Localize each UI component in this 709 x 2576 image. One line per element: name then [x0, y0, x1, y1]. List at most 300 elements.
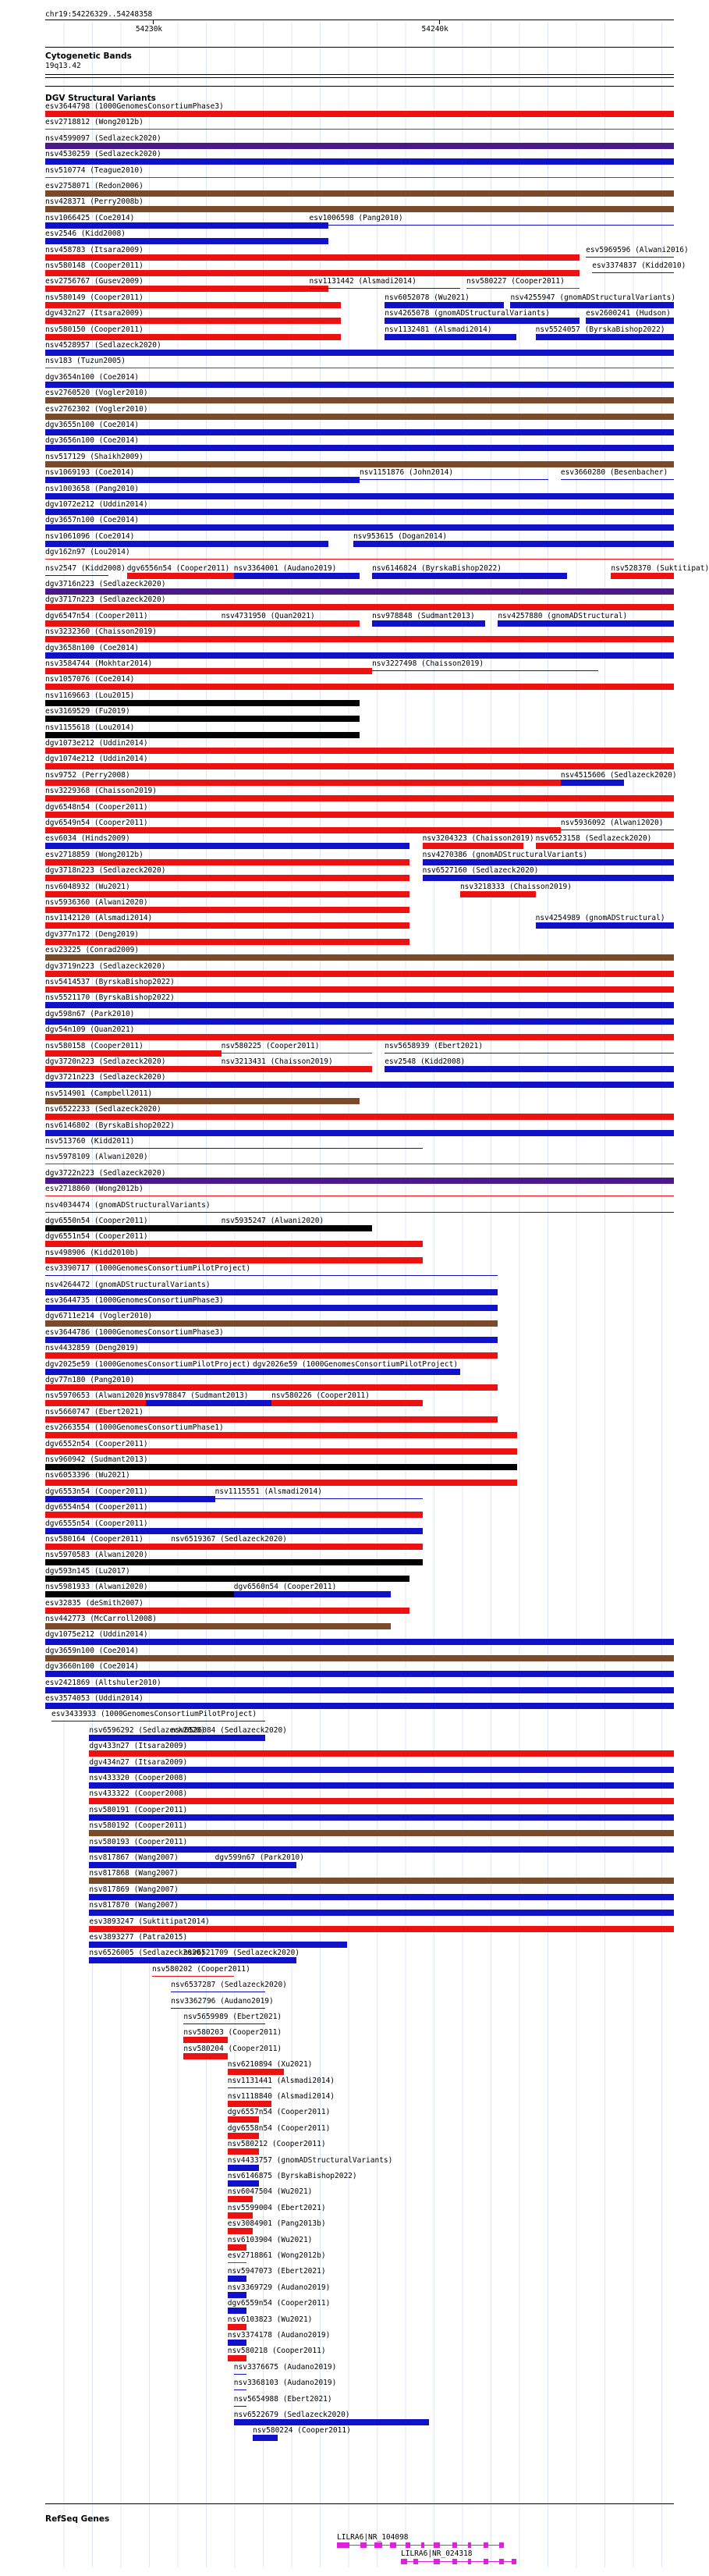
variant-label[interactable]: esv2546 (Kidd2008): [45, 229, 126, 239]
variant-label[interactable]: nsv1069193 (Coe2014): [45, 468, 135, 478]
variant-bar[interactable]: [586, 318, 674, 324]
variant-bar[interactable]: [45, 254, 580, 261]
variant-label[interactable]: dgv593n145 (Lu2017): [45, 1566, 130, 1576]
variant-label[interactable]: nsv580204 (Cooper2011): [183, 2044, 282, 2053]
variant-label[interactable]: esv2756767 (Gusev2009): [45, 277, 144, 286]
variant-bar[interactable]: [45, 143, 674, 149]
variant-bar[interactable]: [45, 461, 674, 467]
variant-label[interactable]: nsv1115551 (Alsmadi2014): [214, 1487, 322, 1496]
variant-label[interactable]: nsv5521170 (ByrskaBishop2022): [45, 993, 175, 1003]
variant-label[interactable]: nsv817868 (Wang2007): [89, 1869, 179, 1878]
variant-label[interactable]: nsv6522679 (Sedlazeck2020): [233, 2411, 350, 2419]
variant-label[interactable]: nsv4515606 (Sedlazeck2020): [560, 770, 677, 780]
variant-bar[interactable]: [171, 1544, 422, 1550]
variant-bar[interactable]: [89, 1735, 171, 1741]
variant-bar[interactable]: [45, 604, 674, 610]
variant-bar[interactable]: [45, 891, 409, 897]
variant-label[interactable]: esv3084901 (Pang2013b): [227, 2219, 326, 2229]
variant-bar[interactable]: [228, 2355, 246, 2361]
variant-bar[interactable]: [385, 318, 580, 324]
variant-bar[interactable]: [45, 158, 674, 165]
variant-bar[interactable]: [310, 288, 460, 289]
variant-label[interactable]: esv3644735 (1000GenomesConsortiumPhase3): [45, 1296, 224, 1305]
variant-bar[interactable]: [228, 2133, 259, 2139]
variant-label[interactable]: esv2421869 (Altshuler2010): [45, 1678, 161, 1687]
variant-bar[interactable]: [45, 1703, 674, 1709]
variant-label[interactable]: nsv580226 (Cooper2011): [271, 1391, 370, 1401]
variant-label[interactable]: nsv580203 (Cooper2011): [183, 2028, 282, 2038]
variant-bar[interactable]: [45, 1432, 517, 1438]
variant-bar[interactable]: [45, 795, 674, 801]
variant-label[interactable]: dgv6560n54 (Cooper2011): [233, 1583, 337, 1592]
variant-bar[interactable]: [228, 2262, 246, 2263]
variant-label[interactable]: dgv3716n223 (Sedlazeck2020): [45, 580, 166, 588]
variant-bar[interactable]: [45, 1416, 498, 1423]
variant-bar[interactable]: [228, 2180, 259, 2187]
variant-label[interactable]: nsv4270386 (gnomADStructuralVariants): [422, 850, 588, 859]
variant-bar[interactable]: [45, 1225, 222, 1231]
variant-bar[interactable]: [45, 971, 674, 977]
variant-bar[interactable]: [45, 748, 674, 754]
variant-bar[interactable]: [45, 270, 580, 276]
variant-bar[interactable]: [353, 541, 674, 547]
variant-label[interactable]: nsv6053396 (Wu2021): [45, 1471, 130, 1480]
variant-label[interactable]: nsv2547 (Kidd2008): [45, 563, 126, 573]
variant-label[interactable]: esv2758071 (Redon2006): [45, 182, 144, 190]
variant-label[interactable]: dgv6556n54 (Cooper2011): [126, 563, 230, 573]
variant-label[interactable]: nsv4254989 (gnomADStructural): [535, 914, 665, 923]
variant-label[interactable]: nsv510774 (Teague2010): [45, 165, 144, 175]
variant-bar[interactable]: [45, 954, 674, 961]
variant-bar[interactable]: [89, 1942, 346, 1948]
variant-label[interactable]: nsv5414537 (ByrskaBishop2022): [45, 978, 175, 986]
variant-label[interactable]: nsv3204323 (Chaisson2019): [422, 834, 534, 844]
variant-bar[interactable]: [45, 1275, 498, 1276]
variant-label[interactable]: nsv433322 (Cooper2008): [89, 1789, 188, 1799]
variant-label[interactable]: dgv54n109 (Quan2021): [45, 1025, 135, 1035]
variant-bar[interactable]: [45, 1623, 391, 1629]
variant-bar[interactable]: [45, 1576, 409, 1582]
variant-bar[interactable]: [45, 177, 674, 178]
variant-bar[interactable]: [536, 334, 674, 340]
variant-bar[interactable]: [45, 1496, 215, 1502]
variant-label[interactable]: esv3893247 (Suktitipat2014): [89, 1917, 210, 1926]
variant-bar[interactable]: [45, 1352, 498, 1359]
variant-label[interactable]: dgv162n97 (Lou2014): [45, 548, 130, 557]
variant-bar[interactable]: [45, 414, 674, 420]
variant-bar[interactable]: [234, 2389, 246, 2390]
variant-label[interactable]: nsv513760 (Kidd2011): [45, 1137, 135, 1146]
variant-bar[interactable]: [45, 1018, 674, 1025]
variant-label[interactable]: nsv442773 (McCarroll2008): [45, 1615, 157, 1623]
variant-bar[interactable]: [89, 1894, 674, 1900]
variant-label[interactable]: nsv6596292 (Sedlazeck2020): [89, 1725, 206, 1735]
variant-label[interactable]: esv2718860 (Wong2012b): [45, 1185, 144, 1194]
variant-bar[interactable]: [45, 1639, 674, 1645]
variant-bar[interactable]: [510, 302, 674, 308]
variant-label[interactable]: nsv6537287 (Sedlazeck2020): [171, 1981, 287, 1990]
variant-bar[interactable]: [372, 670, 598, 671]
variant-label[interactable]: nsv5935247 (Alwani2020): [221, 1217, 324, 1225]
variant-bar[interactable]: [45, 286, 328, 292]
variant-bar[interactable]: [228, 2340, 246, 2346]
variant-bar[interactable]: [45, 477, 360, 483]
variant-label[interactable]: nsv6048932 (Wu2021): [45, 882, 130, 891]
variant-label[interactable]: dgv77n180 (Pang2010): [45, 1376, 135, 1384]
variant-label[interactable]: nsv3584744 (Mokhtar2014): [45, 659, 153, 668]
variant-label[interactable]: dgv3660n100 (Coe2014): [45, 1662, 140, 1672]
variant-bar[interactable]: [183, 1957, 296, 1963]
variant-bar[interactable]: [45, 1655, 674, 1661]
variant-bar[interactable]: [215, 1498, 423, 1499]
variant-label[interactable]: esv23225 (Conrad2009): [45, 946, 140, 955]
variant-bar[interactable]: [45, 190, 674, 197]
variant-bar[interactable]: [45, 684, 674, 690]
variant-bar[interactable]: [561, 479, 674, 480]
variant-bar[interactable]: [45, 1050, 222, 1057]
variant-bar[interactable]: [45, 827, 561, 833]
variant-label[interactable]: nsv6526084 (Sedlazeck2020): [171, 1725, 287, 1735]
variant-bar[interactable]: [586, 257, 674, 258]
variant-label[interactable]: nsv517129 (Shaikh2009): [45, 452, 144, 461]
variant-label[interactable]: esv2760520 (Vogler2010): [45, 389, 148, 398]
variant-bar[interactable]: [45, 559, 674, 560]
variant-bar[interactable]: [45, 1512, 423, 1518]
variant-bar[interactable]: [89, 1957, 183, 1963]
variant-label[interactable]: nsv433320 (Cooper2008): [89, 1774, 188, 1782]
variant-label[interactable]: nsv4731950 (Quan2021): [221, 611, 315, 620]
variant-bar[interactable]: [228, 2069, 285, 2075]
variant-label[interactable]: dgv3658n100 (Coe2014): [45, 643, 140, 652]
variant-label[interactable]: dgv3659n100 (Coe2014): [45, 1646, 140, 1655]
variant-label[interactable]: esv3169529 (Fu2019): [45, 707, 130, 716]
variant-bar[interactable]: [423, 859, 674, 865]
variant-bar[interactable]: [89, 1798, 674, 1804]
variant-label[interactable]: esv3574053 (Uddin2014): [45, 1694, 144, 1703]
variant-bar[interactable]: [45, 763, 674, 769]
variant-bar[interactable]: [45, 1002, 674, 1008]
variant-bar[interactable]: [45, 350, 674, 356]
variant-label[interactable]: nsv458783 (Itsara2009): [45, 245, 144, 254]
variant-bar[interactable]: [89, 1862, 214, 1868]
variant-bar[interactable]: [45, 859, 409, 865]
variant-label[interactable]: nsv978848 (Sudmant2013): [372, 611, 475, 620]
variant-bar[interactable]: [171, 2008, 265, 2009]
variant-bar[interactable]: [45, 922, 409, 929]
variant-bar[interactable]: [228, 2165, 259, 2171]
variant-label[interactable]: nsv978847 (Sudmant2013): [145, 1391, 249, 1401]
variant-bar[interactable]: [228, 2087, 271, 2088]
variant-bar[interactable]: [45, 700, 360, 706]
variant-label[interactable]: nsv580158 (Cooper2011): [45, 1041, 144, 1050]
variant-label[interactable]: nsv580150 (Cooper2011): [45, 325, 144, 334]
variant-bar[interactable]: [45, 1148, 423, 1149]
variant-bar[interactable]: [45, 636, 674, 642]
variant-bar[interactable]: [234, 2374, 246, 2375]
variant-label[interactable]: dgv6547n54 (Cooper2011): [45, 611, 148, 620]
variant-bar[interactable]: [45, 509, 674, 515]
variant-label[interactable]: esv2548 (Kidd2008): [385, 1057, 466, 1066]
variant-bar[interactable]: [183, 2037, 227, 2043]
variant-bar[interactable]: [215, 1862, 297, 1868]
variant-label[interactable]: nsv6146875 (ByrskaBishop2022): [227, 2172, 357, 2180]
variant-label[interactable]: nsv498906 (Kidd2010b): [45, 1248, 140, 1257]
variant-bar[interactable]: [228, 2101, 271, 2107]
variant-bar[interactable]: [45, 1066, 222, 1072]
variant-label[interactable]: nsv5659989 (Ebert2021): [183, 2013, 282, 2021]
variant-bar[interactable]: [45, 652, 674, 659]
variant-label[interactable]: nsv3362796 (Audano2019): [171, 1996, 274, 2006]
variant-label[interactable]: dgv6552n54 (Cooper2011): [45, 1439, 148, 1448]
variant-label[interactable]: nsv5936092 (Alwani2020): [560, 819, 664, 827]
variant-bar[interactable]: [45, 1241, 423, 1247]
variant-label[interactable]: nsv1169663 (Lou2015): [45, 691, 135, 700]
variant-bar[interactable]: [45, 1384, 498, 1391]
variant-bar[interactable]: [45, 1559, 423, 1565]
variant-bar[interactable]: [89, 1750, 674, 1757]
variant-label[interactable]: esv6034 (Hinds2009): [45, 834, 130, 844]
variant-bar[interactable]: [45, 1082, 674, 1088]
variant-bar[interactable]: [45, 318, 341, 324]
variant-label[interactable]: nsv3369729 (Audano2019): [227, 2283, 331, 2292]
variant-label[interactable]: nsv3368103 (Audano2019): [233, 2379, 337, 2388]
variant-bar[interactable]: [45, 1528, 423, 1534]
variant-label[interactable]: nsv5970583 (Alwani2020): [45, 1551, 148, 1560]
variant-label[interactable]: dgv6558n54 (Cooper2011): [227, 2123, 331, 2133]
variant-bar[interactable]: [183, 2023, 265, 2024]
variant-label[interactable]: nsv1131441 (Alsmadi2014): [227, 2076, 335, 2085]
variant-bar[interactable]: [45, 1289, 498, 1295]
variant-label[interactable]: nsv3364001 (Audano2019): [233, 563, 337, 573]
variant-label[interactable]: nsv5660747 (Ebert2021): [45, 1407, 144, 1416]
variant-label[interactable]: nsv5658939 (Ebert2021): [385, 1041, 484, 1050]
variant-label[interactable]: nsv3213431 (Chaisson2019): [221, 1057, 333, 1066]
variant-label[interactable]: nsv6526005 (Sedlazeck2020): [89, 1949, 206, 1958]
variant-bar[interactable]: [228, 2196, 253, 2202]
variant-label[interactable]: esv3644798 (1000GenomesConsortiumPhase3): [45, 102, 224, 111]
variant-bar[interactable]: [146, 1400, 271, 1406]
variant-bar[interactable]: [253, 1369, 460, 1375]
variant-label[interactable]: nsv3227498 (Chaisson2019): [372, 659, 484, 668]
variant-bar[interactable]: [45, 1034, 674, 1040]
gene-label[interactable]: LILRA6|NR_104098: [337, 2533, 409, 2542]
variant-bar[interactable]: [45, 1591, 234, 1597]
variant-label[interactable]: nsv1142120 (Alsmadi2014): [45, 914, 153, 923]
variant-bar[interactable]: [89, 1814, 674, 1821]
variant-label[interactable]: dgv3719n223 (Sedlazeck2020): [45, 961, 166, 971]
variant-label[interactable]: nsv5654988 (Ebert2021): [233, 2394, 332, 2404]
variant-label[interactable]: dgv434n27 (Itsara2009): [89, 1757, 188, 1767]
variant-label[interactable]: nsv580191 (Cooper2011): [89, 1805, 188, 1814]
variant-label[interactable]: dgv6548n54 (Cooper2011): [45, 802, 148, 812]
variant-bar[interactable]: [228, 2148, 259, 2155]
variant-bar[interactable]: [45, 493, 674, 499]
variant-label[interactable]: dgv1074e212 (Uddin2014): [45, 755, 148, 764]
variant-label[interactable]: nsv6522233 (Sedlazeck2020): [45, 1105, 161, 1114]
variant-bar[interactable]: [89, 1926, 674, 1932]
variant-bar[interactable]: [372, 620, 485, 627]
variant-bar[interactable]: [45, 222, 328, 229]
variant-label[interactable]: nsv580212 (Cooper2011): [227, 2140, 326, 2149]
variant-label[interactable]: esv3660280 (Besenbacher): [560, 468, 668, 478]
variant-bar[interactable]: [45, 382, 674, 388]
variant-label[interactable]: nsv1132481 (Alsmadi2014): [385, 325, 492, 334]
variant-label[interactable]: nsv1061096 (Coe2014): [45, 531, 135, 541]
variant-label[interactable]: dgv1075e212 (Uddin2014): [45, 1630, 148, 1640]
variant-label[interactable]: nsv1155618 (Lou2014): [45, 723, 135, 732]
variant-bar[interactable]: [45, 668, 372, 674]
variant-label[interactable]: nsv817867 (Wang2007): [89, 1853, 179, 1862]
variant-label[interactable]: dgv377n172 (Deng2019): [45, 929, 140, 939]
variant-label[interactable]: esv1006598 (Pang2010): [309, 213, 403, 222]
variant-label[interactable]: dgv3721n223 (Sedlazeck2020): [45, 1073, 166, 1082]
variant-label[interactable]: nsv4433757 (gnomADStructuralVariants): [227, 2155, 393, 2165]
variant-label[interactable]: dgv3656n100 (Coe2014): [45, 436, 140, 446]
variant-bar[interactable]: [45, 1400, 146, 1406]
variant-label[interactable]: dgv3720n223 (Sedlazeck2020): [45, 1057, 166, 1066]
variant-bar[interactable]: [611, 573, 674, 579]
variant-bar[interactable]: [234, 2419, 429, 2425]
variant-label[interactable]: dgv2026e59 (1000GenomesConsortiumPilotProject): [252, 1359, 459, 1369]
variant-bar[interactable]: [45, 1257, 423, 1263]
variant-bar[interactable]: [234, 573, 360, 579]
variant-label[interactable]: nsv4432859 (Deng2019): [45, 1344, 140, 1353]
variant-bar[interactable]: [45, 1464, 517, 1470]
variant-bar[interactable]: [89, 1910, 674, 1916]
variant-label[interactable]: esv32835 (deSmith2007): [45, 1598, 144, 1608]
variant-label[interactable]: esv2718812 (Wong2012b): [45, 118, 144, 127]
variant-label[interactable]: nsv9752 (Perry2008): [45, 770, 130, 780]
variant-label[interactable]: nsv5524057 (ByrskaBishop2022): [535, 325, 665, 334]
variant-label[interactable]: nsv6047504 (Wu2021): [227, 2187, 313, 2197]
variant-label[interactable]: nsv4530259 (Sedlazeck2020): [45, 150, 161, 159]
variant-label[interactable]: esv3893277 (Patra2015): [89, 1933, 188, 1942]
variant-label[interactable]: nsv580192 (Cooper2011): [89, 1821, 188, 1831]
variant-label[interactable]: nsv3229368 (Chaisson2019): [45, 787, 157, 796]
variant-bar[interactable]: [466, 288, 580, 289]
variant-bar[interactable]: [536, 843, 674, 849]
variant-label[interactable]: nsv6146802 (ByrskaBishop2022): [45, 1121, 175, 1130]
variant-bar[interactable]: [45, 238, 328, 244]
variant-bar[interactable]: [228, 2324, 246, 2330]
variant-bar[interactable]: [310, 225, 674, 226]
variant-label[interactable]: esv2600241 (Hudson): [586, 309, 671, 318]
variant-label[interactable]: nsv1131442 (Alsmadi2014): [309, 277, 417, 286]
variant-label[interactable]: dgv6711e214 (Vogler2010): [45, 1312, 153, 1321]
variant-bar[interactable]: [45, 206, 674, 212]
variant-bar[interactable]: [45, 1687, 674, 1693]
variant-bar[interactable]: [45, 1671, 674, 1677]
variant-bar[interactable]: [45, 843, 409, 849]
variant-bar[interactable]: [385, 1066, 674, 1072]
variant-label[interactable]: dgv1072e212 (Uddin2014): [45, 500, 148, 509]
variant-label[interactable]: nsv514901 (Campbell2011): [45, 1089, 153, 1098]
variant-label[interactable]: esv2718861 (Wong2012b): [227, 2251, 326, 2260]
variant-bar[interactable]: [228, 2276, 246, 2282]
variant-bar[interactable]: [222, 1225, 372, 1231]
variant-bar[interactable]: [372, 573, 567, 579]
variant-label[interactable]: nsv580224 (Cooper2011): [252, 2426, 351, 2436]
variant-label[interactable]: dgv3657n100 (Coe2014): [45, 516, 140, 525]
variant-bar[interactable]: [127, 573, 234, 579]
variant-label[interactable]: nsv960942 (Sudmant2013): [45, 1455, 148, 1464]
variant-label[interactable]: esv3390717 (1000GenomesConsortiumPilotProject): [45, 1264, 251, 1274]
variant-bar[interactable]: [89, 1878, 674, 1884]
variant-label[interactable]: dgv3717n223 (Sedlazeck2020): [45, 595, 166, 605]
variant-bar[interactable]: [45, 1098, 360, 1104]
variant-label[interactable]: nsv953615 (Dogan2014): [353, 531, 448, 541]
variant-bar[interactable]: [360, 479, 548, 480]
variant-bar[interactable]: [536, 922, 674, 929]
variant-label[interactable]: nsv3232360 (Chaisson2019): [45, 627, 157, 637]
variant-bar[interactable]: [45, 1337, 498, 1343]
variant-label[interactable]: nsv1118840 (Alsmadi2014): [227, 2092, 335, 2101]
variant-bar[interactable]: [385, 302, 504, 308]
variant-bar[interactable]: [45, 1369, 253, 1375]
variant-bar[interactable]: [45, 812, 674, 818]
variant-label[interactable]: nsv5936360 (Alwani2020): [45, 898, 148, 907]
variant-bar[interactable]: [183, 2053, 227, 2059]
variant-label[interactable]: nsv4599097 (Sedlazeck2020): [45, 133, 161, 143]
variant-bar[interactable]: [222, 620, 360, 627]
variant-label[interactable]: nsv580193 (Cooper2011): [89, 1837, 188, 1846]
variant-bar[interactable]: [45, 397, 674, 403]
variant-label[interactable]: esv2762302 (Vogler2010): [45, 404, 148, 414]
variant-label[interactable]: nsv580227 (Cooper2011): [466, 277, 565, 286]
variant-label[interactable]: dgv2025e59 (1000GenomesConsortiumPilotProject): [45, 1359, 251, 1369]
variant-bar[interactable]: [460, 891, 536, 897]
variant-label[interactable]: nsv5970653 (Alwani2020): [45, 1391, 148, 1401]
variant-label[interactable]: dgv3722n223 (Sedlazeck2020): [45, 1168, 166, 1178]
variant-label[interactable]: dgv6549n54 (Cooper2011): [45, 819, 148, 827]
variant-bar[interactable]: [45, 780, 561, 786]
variant-bar[interactable]: [228, 2228, 253, 2234]
variant-bar[interactable]: [45, 429, 674, 435]
variant-bar[interactable]: [152, 1976, 234, 1977]
variant-bar[interactable]: [385, 334, 516, 340]
variant-bar[interactable]: [561, 780, 624, 786]
variant-bar[interactable]: [253, 2435, 278, 2441]
variant-bar[interactable]: [45, 1130, 674, 1136]
variant-label[interactable]: nsv3376675 (Audano2019): [233, 2362, 337, 2372]
variant-label[interactable]: nsv580202 (Cooper2011): [152, 1964, 250, 1974]
variant-label[interactable]: nsv6103823 (Wu2021): [227, 2315, 313, 2324]
variant-bar[interactable]: [228, 2308, 246, 2314]
variant-label[interactable]: nsv580148 (Cooper2011): [45, 261, 144, 270]
variant-label[interactable]: dgv1073e212 (Uddin2014): [45, 739, 148, 748]
variant-label[interactable]: dgv6550n54 (Cooper2011): [45, 1217, 148, 1225]
variant-bar[interactable]: [228, 2292, 246, 2298]
variant-bar[interactable]: [45, 1114, 674, 1120]
variant-label[interactable]: dgv6555n54 (Cooper2011): [45, 1519, 148, 1528]
variant-bar[interactable]: [45, 445, 674, 451]
variant-label[interactable]: dgv598n67 (Park2010): [45, 1009, 135, 1018]
variant-label[interactable]: dgv6557n54 (Cooper2011): [227, 2108, 331, 2117]
variant-label[interactable]: nsv1057076 (Coe2014): [45, 675, 135, 684]
variant-bar[interactable]: [45, 524, 674, 531]
variant-label[interactable]: dgv6551n54 (Cooper2011): [45, 1232, 148, 1242]
variant-label[interactable]: dgv599n67 (Park2010): [214, 1853, 304, 1862]
variant-label[interactable]: nsv4034474 (gnomADStructuralVariants): [45, 1200, 211, 1210]
variant-label[interactable]: nsv4528957 (Sedlazeck2020): [45, 341, 161, 350]
variant-bar[interactable]: [45, 541, 328, 547]
variant-label[interactable]: nsv580225 (Cooper2011): [221, 1041, 320, 1050]
variant-label[interactable]: nsv6521709 (Sedlazeck2020): [183, 1949, 300, 1958]
variant-bar[interactable]: [234, 1591, 392, 1597]
variant-bar[interactable]: [89, 1830, 674, 1836]
variant-label[interactable]: nsv6527160 (Sedlazeck2020): [422, 866, 539, 876]
variant-bar[interactable]: [498, 620, 674, 627]
